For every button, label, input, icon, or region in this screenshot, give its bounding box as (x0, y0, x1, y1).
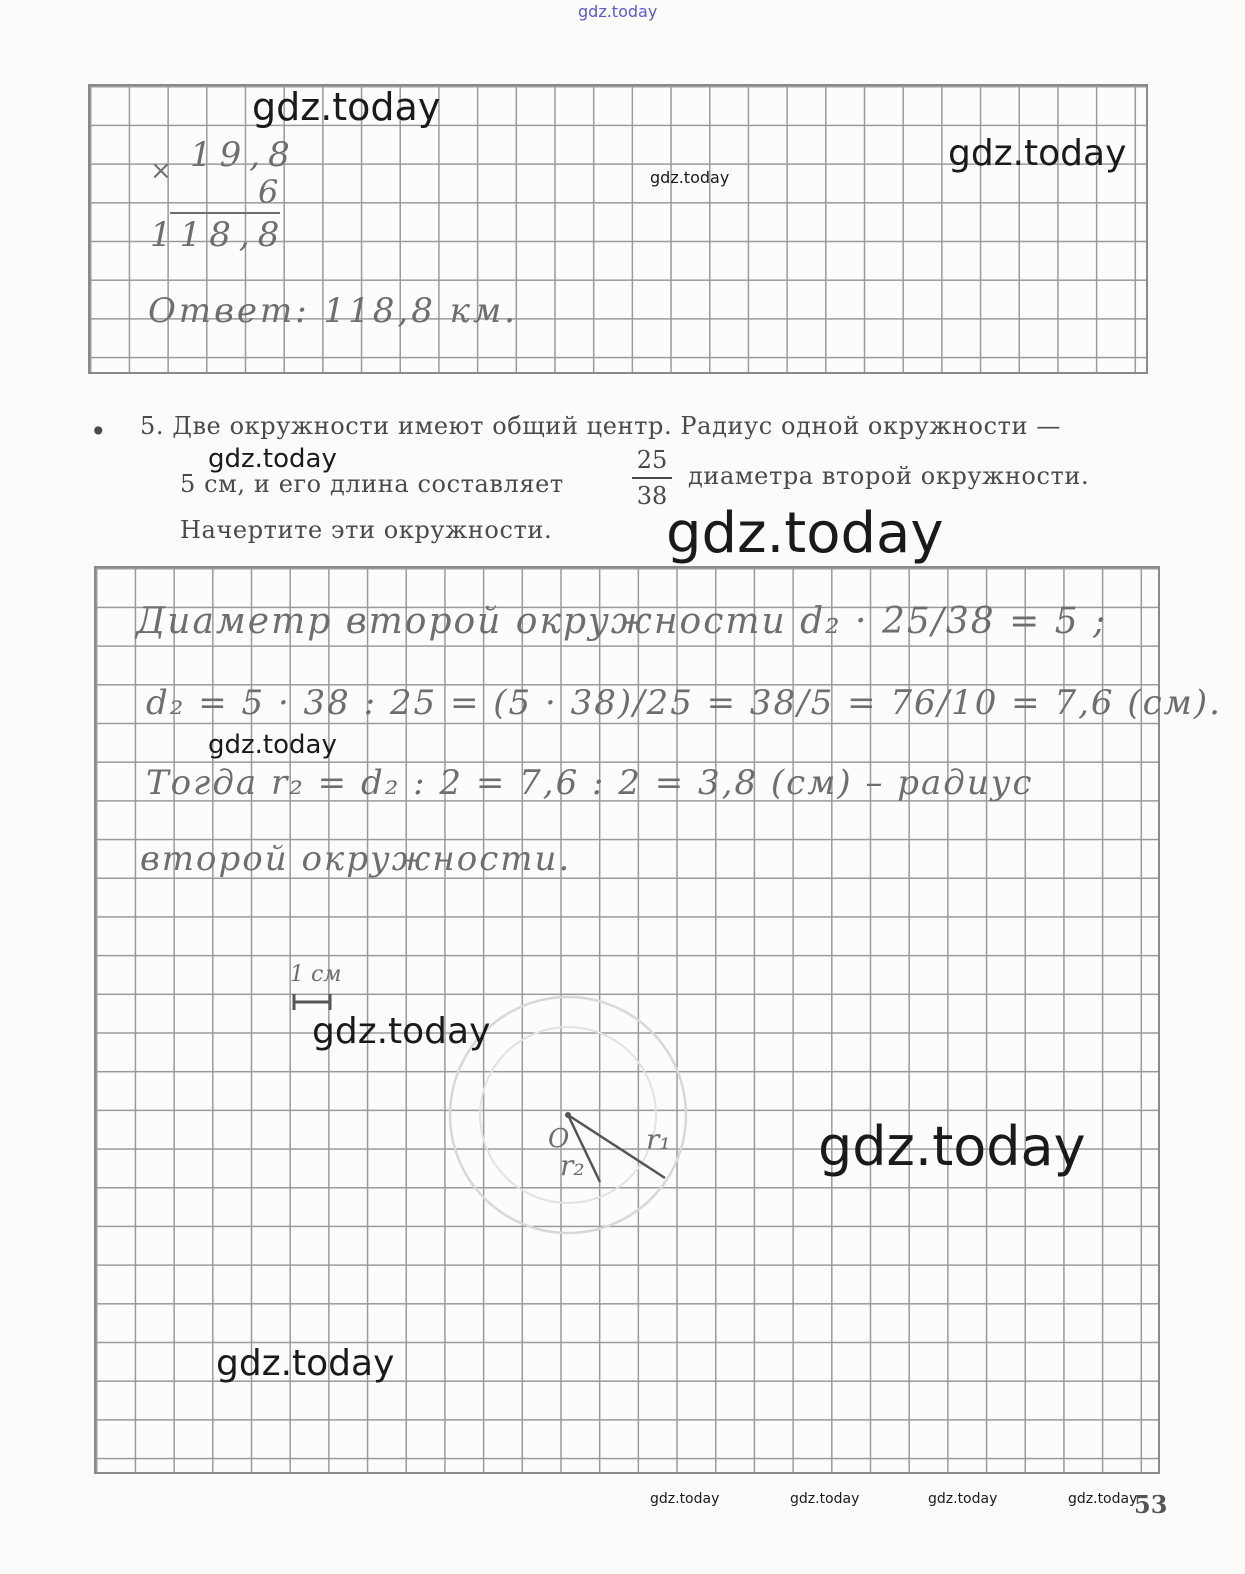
task-fraction (632, 446, 672, 510)
watermark-9: gdz.today (216, 1343, 395, 1384)
scale-label: 1 см (290, 962, 342, 987)
watermark-footer-2: gdz.today (790, 1491, 860, 1507)
watermark-5: gdz.today (666, 501, 944, 566)
solution-line-2: d₂ = 5 · 38 : 25 = (5 · 38)/25 = 38/5 = 76/10 = 7,6 (см). (146, 683, 1222, 723)
watermark-footer-4: gdz.today (1068, 1491, 1138, 1507)
watermark-4: gdz.today (208, 444, 337, 474)
scale-bar (288, 992, 338, 1012)
task-line-2-end: диаметра второй окружности. (688, 462, 1090, 490)
task-line-2-start: 5 см, и его длина составляет (180, 470, 564, 498)
watermark-7: gdz.today (312, 1011, 491, 1052)
watermark-footer-3: gdz.today (928, 1491, 998, 1507)
solution-line-1: Диаметр второй окружности d₂ · 25/38 = 5 ; (136, 601, 1108, 642)
calc-factor-2: 6 (258, 173, 279, 211)
watermark-3: gdz.today (948, 133, 1127, 174)
task-fraction-numerator: 25 (636, 446, 668, 474)
calc-underline (170, 212, 280, 214)
task-fraction-bar (632, 477, 672, 479)
center-label: O (548, 1124, 570, 1154)
watermark-footer-1: gdz.today (650, 1491, 720, 1507)
watermark-6: gdz.today (208, 730, 337, 760)
task-bullet: • (90, 415, 108, 448)
task-line-3: Начертите эти окружности. (180, 516, 553, 544)
calc-multiply-sign: × (150, 156, 172, 186)
task-fraction-denominator: 38 (636, 481, 668, 510)
solution-line-3: Тогда r₂ = d₂ : 2 = 7,6 : 2 = 3,8 (см) – радиус (146, 763, 1034, 803)
r1-label: r₁ (646, 1123, 671, 1156)
page-number: 53 (1134, 1490, 1168, 1519)
watermark-top: gdz.today (578, 2, 658, 21)
calc-factor-1: 19,8 (190, 135, 298, 175)
solution-line-4: второй окружности. (140, 839, 572, 879)
watermark-1: gdz.today (252, 85, 441, 129)
r2-label: r₂ (560, 1149, 585, 1182)
center-point (565, 1112, 571, 1118)
task-line-1: 5. Две окружности имеют общий центр. Радиус одной окружности — (140, 412, 1061, 440)
watermark-8: gdz.today (818, 1115, 1086, 1178)
watermark-2: gdz.today (650, 168, 730, 187)
calc-product: 118,8 (150, 215, 288, 255)
concentric-circles-drawing (400, 960, 740, 1280)
calc-answer: Ответ: 118,8 км. (148, 291, 518, 331)
